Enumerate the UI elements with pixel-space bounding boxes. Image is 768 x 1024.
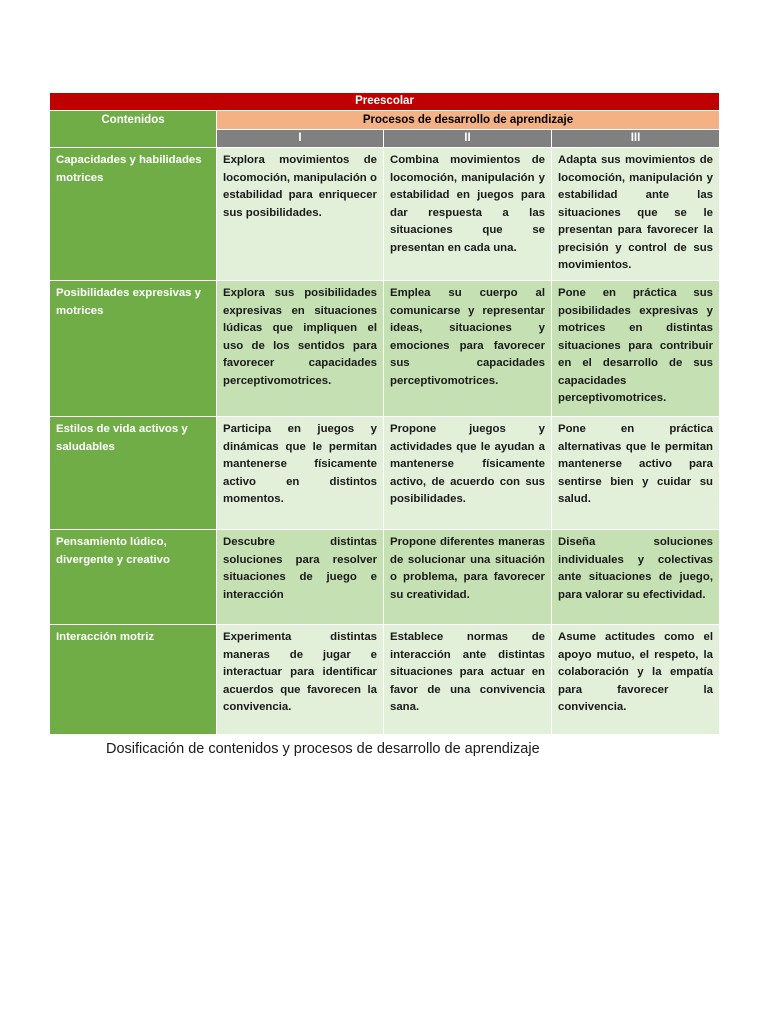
process-cell: Pone en práctica alternativas que le permitan mantenerse activo para sentirse bien y cuidar su salud. — [552, 417, 720, 530]
procesos-header: Procesos de desarrollo de aprendizaje — [217, 111, 720, 130]
table-caption: Dosificación de contenidos y procesos de desarrollo de aprendizaje — [106, 741, 540, 757]
process-cell: Emplea su cuerpo al comunicarse y representar ideas, situaciones y emociones para favorecer sus capacidades perceptivomotrices. — [384, 281, 552, 417]
process-cell: Participa en juegos y dinámicas que le permitan mantenerse físicamente activo en distintos momentos. — [217, 417, 384, 530]
process-cell: Establece normas de interacción ante distintas situaciones para actuar en favor de una convivencia sana. — [384, 625, 552, 735]
table-row — [50, 281, 720, 417]
level-header-3: III — [552, 130, 720, 148]
level-header-1: I — [217, 130, 384, 148]
table-title: Preescolar — [50, 93, 720, 111]
contenido-cell: Estilos de vida activos y saludables — [50, 417, 217, 530]
contenido-cell: Posibilidades expresivas y motrices — [50, 281, 217, 417]
process-cell: Adapta sus movimientos de locomoción, manipulación y estabilidad ante las situaciones que se le presentan para favorecer la precisión y control de sus movimientos. — [552, 148, 720, 281]
table-row — [50, 417, 720, 530]
process-cell: Diseña soluciones individuales y colectivas ante situaciones de juego, para valorar su efectividad. — [552, 530, 720, 625]
process-cell: Explora movimientos de locomoción, manipulación o estabilidad para enriquecer sus posibilidades. — [217, 148, 384, 281]
process-cell: Propone diferentes maneras de solucionar una situación o problema, para favorecer su creatividad. — [384, 530, 552, 625]
contenido-cell: Interacción motriz — [50, 625, 217, 735]
table-row — [50, 530, 720, 625]
level-header-2: II — [384, 130, 552, 148]
process-cell: Descubre distintas soluciones para resolver situaciones de juego e interacción — [217, 530, 384, 625]
contenido-cell: Pensamiento lúdico, divergente y creativo — [50, 530, 217, 625]
process-cell: Experimenta distintas maneras de jugar e interactuar para identificar acuerdos que favorecen la convivencia. — [217, 625, 384, 735]
process-cell: Pone en práctica sus posibilidades expresivas y motrices en distintas situaciones para contribuir en el desarrollo de sus capacidades perceptivomotrices. — [552, 281, 720, 417]
contenidos-header: Contenidos — [50, 111, 217, 148]
process-cell: Combina movimientos de locomoción, manipulación y estabilidad en juegos para dar respuesta a las situaciones que se presentan en cada una. — [384, 148, 552, 281]
table-row — [50, 148, 720, 281]
table-row — [50, 625, 720, 735]
contenido-cell: Capacidades y habilidades motrices — [50, 148, 217, 281]
process-cell: Propone juegos y actividades que le ayudan a mantenerse físicamente activo, de acuerdo con sus posibilidades. — [384, 417, 552, 530]
process-cell: Asume actitudes como el apoyo mutuo, el respeto, la colaboración y la empatía para favorecer la convivencia. — [552, 625, 720, 735]
process-cell: Explora sus posibilidades expresivas en situaciones lúdicas que impliquen el uso de los sentidos para favorecer capacidades perceptivomotrices. — [217, 281, 384, 417]
preescolar-table — [49, 92, 720, 735]
